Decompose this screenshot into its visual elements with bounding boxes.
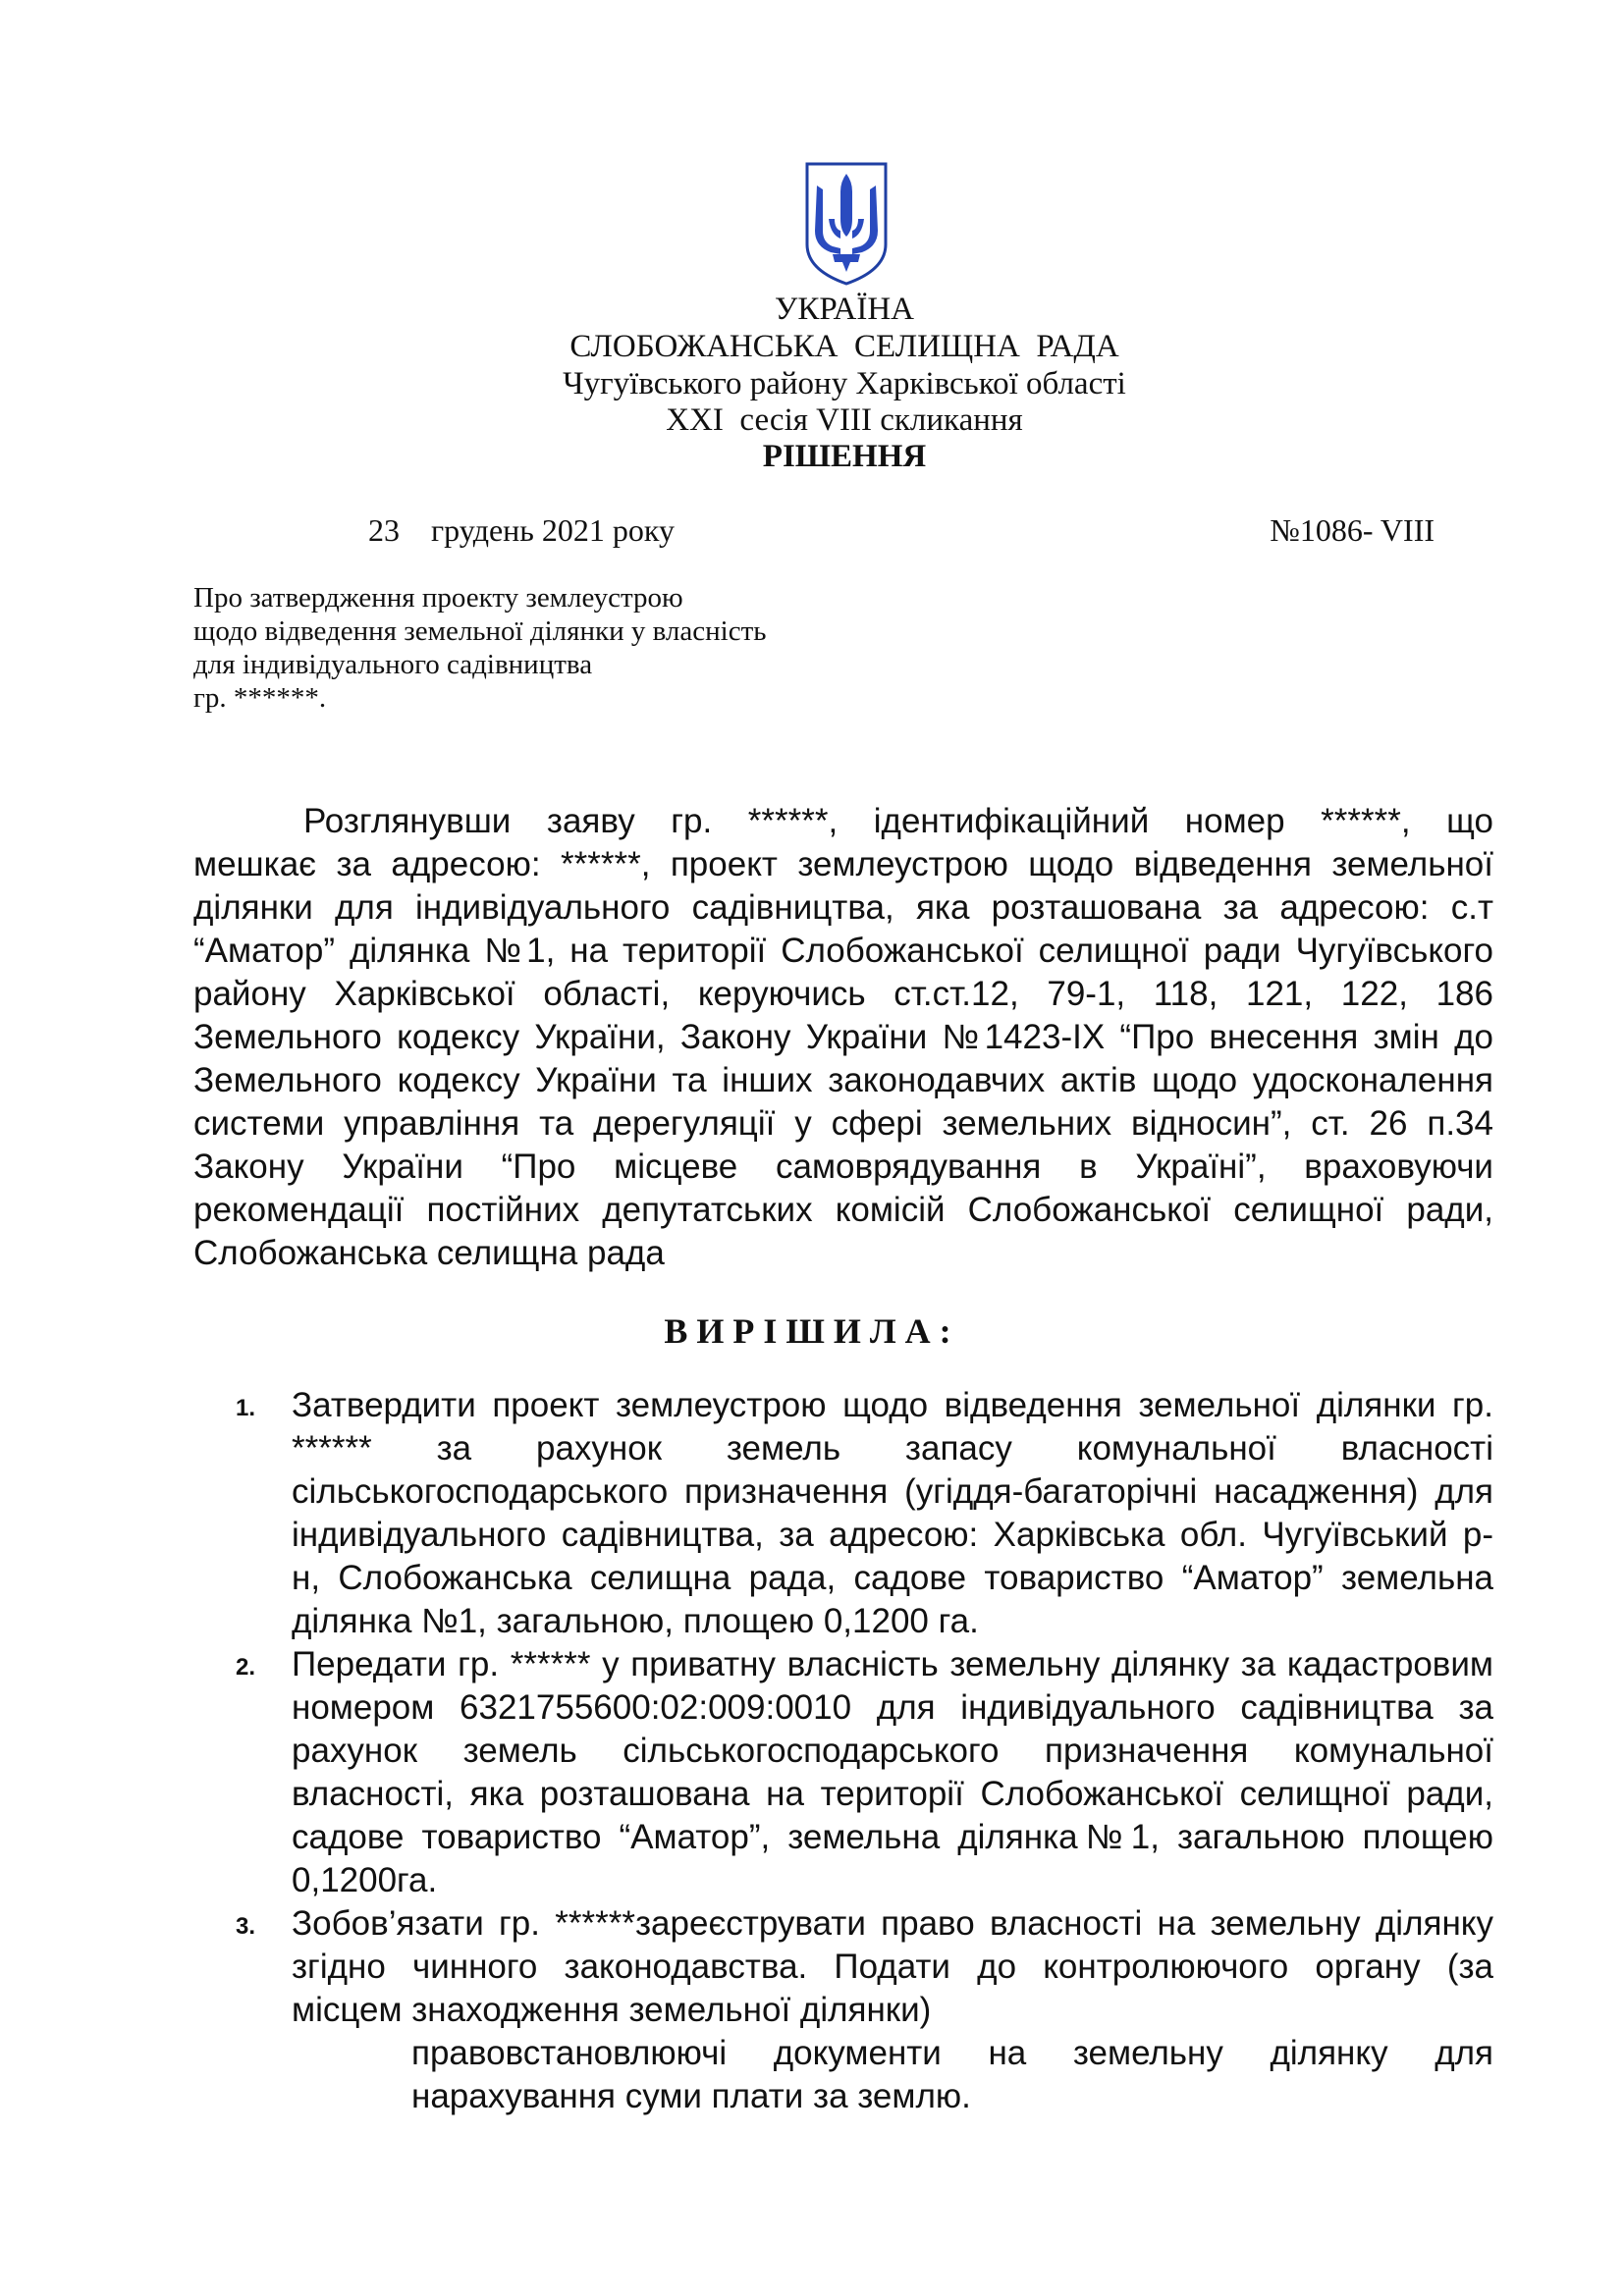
- subject-line: гр. ******.: [193, 682, 327, 714]
- item-line: власності, яка розташована на території Слобожанської селищної ради,: [292, 1775, 1493, 1813]
- resolution-heading: ВИРІШИЛА:: [664, 1311, 960, 1351]
- preamble-line: Земельного кодексу України та інших законодавчих актів щодо удосконалення: [193, 1061, 1493, 1099]
- preamble-line: Слобожанська селищна рада: [193, 1234, 665, 1272]
- item-line: місцем знаходження земельної ділянки): [292, 1991, 932, 2029]
- header-council: СЛОБОЖАНСЬКА СЕЛИЩНА РАДА: [569, 329, 1119, 364]
- document-type-title: РІШЕННЯ: [762, 439, 927, 474]
- document-number: №1086- VIII: [1270, 512, 1435, 548]
- item-line: Зобов’язати гр. ******зареєструвати право власності на земельну ділянку: [292, 1904, 1493, 1943]
- resolution-items: [196, 1384, 1493, 2118]
- preamble-line: Закону України “Про місцеве самоврядування в Україні”, враховуючи: [193, 1148, 1493, 1186]
- item-line: Затвердити проект землеустрою щодо відведення земельної ділянки гр.: [292, 1386, 1493, 1424]
- preamble-line: ділянки для індивідуального садівництва, яка розташована за адресою: с.т: [193, 888, 1493, 927]
- item-line: ділянка №1, загальною, площею 0,1200 га.: [292, 1602, 979, 1640]
- subject-line: Про затвердження проекту землеустрою: [193, 582, 683, 614]
- resolution-item: [196, 1902, 1493, 2118]
- item-line: н, Слобожанська селищна рада, садове товариство “Аматор” земельна: [292, 1559, 1493, 1597]
- item-number: 2.: [236, 1654, 256, 1681]
- item-number: 3.: [236, 1913, 256, 1940]
- preamble-line: “Аматор” ділянка №1, на території Слобожанської селищної ради Чугуївського: [193, 932, 1493, 970]
- item-line: індивідуального садівництва, за адресою: Харківська обл. Чугуївський р-: [292, 1516, 1493, 1554]
- subject-line: для індивідуального садівництва: [193, 649, 593, 680]
- item-line: правовстановлюючі документи на земельну ділянку для: [411, 2034, 1493, 2072]
- item-line: Передати гр. ****** у приватну власність земельну ділянку за кадастровим: [292, 1645, 1493, 1683]
- coat-of-arms-trident-icon: [801, 160, 892, 288]
- preamble-line: Розглянувши заяву гр. ******, ідентифікаційний номер ******, що: [303, 802, 1493, 840]
- item-number: 1.: [236, 1395, 256, 1421]
- document-subject: [193, 581, 881, 715]
- item-line: садове товариство “Аматор”, земельна ділянка№1, загальною площею: [292, 1818, 1493, 1856]
- resolution-item: [196, 1643, 1493, 1902]
- subject-line: щодо відведення земельної ділянки у власність: [193, 615, 767, 647]
- preamble-line: району Харківської області, керуючись ст.ст.12, 79-1, 118, 121, 122, 186: [193, 975, 1493, 1013]
- document-date: 23 грудень 2021 року: [368, 512, 675, 548]
- item-line: 0,1200га.: [292, 1861, 438, 1899]
- preamble-line: системи управління та дерегуляції у сфері земельних відносин”, ст. 26 п.34: [193, 1104, 1493, 1143]
- preamble-line: Земельного кодексу України, Закону України №1423-IX “Про внесення змін до: [193, 1018, 1493, 1056]
- item-line: номером 6321755600:02:009:0010 для індивідуального садівництва за: [292, 1688, 1493, 1727]
- resolution-item: [196, 1384, 1493, 1643]
- item-line: згідно чинного законодавства. Подати до контролюючого органу (за: [292, 1948, 1493, 1986]
- item-line: ****** за рахунок земель запасу комунальної власності: [292, 1429, 1493, 1468]
- header-session: XXI сесія VIII скликання: [666, 402, 1023, 438]
- preamble-paragraph: [193, 800, 1493, 1275]
- header-country: УКРАЇНА: [775, 292, 914, 327]
- item-line: нарахування суми плати за землю.: [411, 2077, 971, 2115]
- preamble-line: рекомендації постійних депутатських комісій Слобожанської селищної ради,: [193, 1191, 1493, 1229]
- item-line: рахунок земель сільськогосподарського призначення комунальної: [292, 1732, 1493, 1770]
- preamble-line: мешкає за адресою: ******, проект землеустрою щодо відведення земельної: [193, 845, 1493, 883]
- item-line: сільськогосподарського призначення (угіддя-багаторічні насадження) для: [292, 1472, 1493, 1511]
- header-district: Чугуївського району Харківської області: [563, 366, 1126, 401]
